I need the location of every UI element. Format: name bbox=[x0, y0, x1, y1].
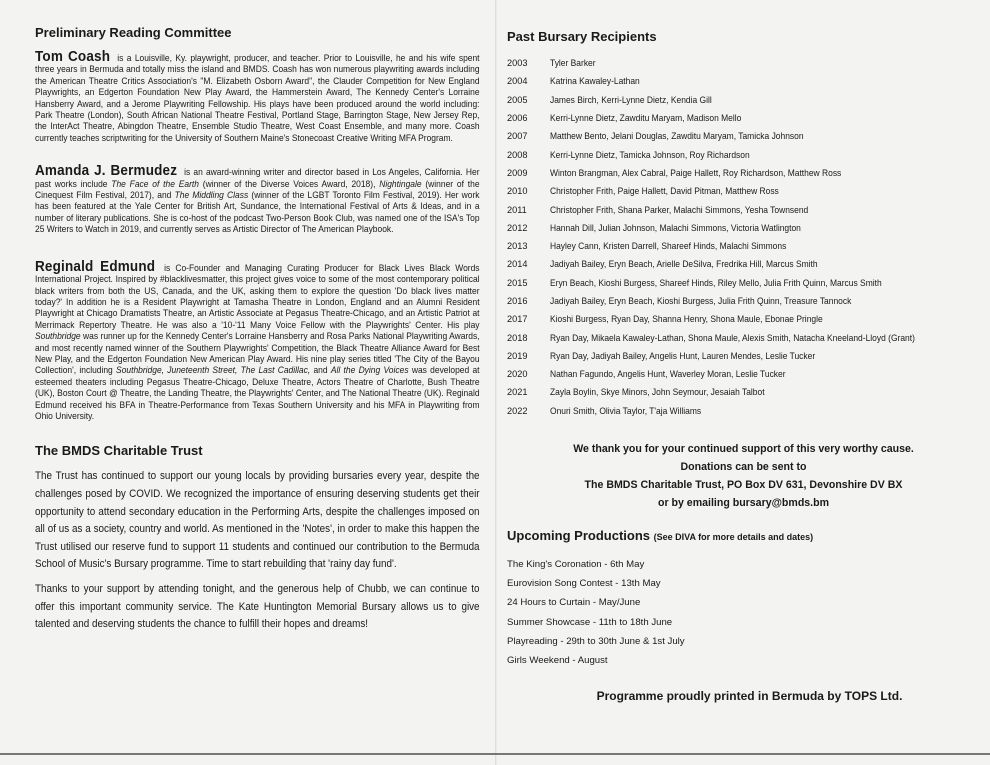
printer-credit: Programme proudly printed in Bermuda by TOPS Ltd. bbox=[596, 689, 903, 704]
recipient-names: Kioshi Burgess, Ryan Day, Shanna Henry, Shona Maule, Ebonae Pringle bbox=[550, 314, 823, 325]
production-item: 24 Hours to Curtain - May/June bbox=[507, 597, 641, 609]
recipient-year: 2005 bbox=[507, 94, 528, 105]
recipient-names: Jadiyah Bailey, Eryn Beach, Kioshi Burgess, Julia Frith Quinn, Treasure Tannock bbox=[550, 296, 852, 306]
recipient-year: 2003 bbox=[507, 58, 528, 69]
committee-heading: Preliminary Reading Committee bbox=[35, 25, 232, 40]
bio-name: Reginald Edmund bbox=[35, 258, 156, 275]
recipient-names: Christopher Frith, Paige Hallett, David Pitman, Matthew Ross bbox=[550, 186, 779, 197]
productions-heading: Upcoming Productions (See DIVA for more details and dates) bbox=[507, 527, 814, 543]
recipient-row bbox=[507, 383, 947, 401]
recipient-names: Hayley Cann, Kristen Darrell, Shareef Hinds, Malachi Simmons bbox=[550, 241, 787, 252]
thanks-line: We thank you for your continued support of this very worthy cause. bbox=[573, 442, 914, 455]
recipient-row bbox=[507, 274, 947, 292]
bio-amanda-bermudez: Amanda J. Bermudez is an award-winning writer and director based in Los Angeles, California. Her past works include The Face of the Earth (winner of the Diverse Voices Award, 2018), Nightingale (winner of the Cinequest Film Festival, 2017), and The Middling Class (winner of the LGBT Toronto Film Festival, 2019). Her work has been featured at the Yale Center for British Art, Sundance, the International Festival of Arts & Ideas, and in a number of literary publications. She is co-host of the podcast Two-Person Book Club, was named one of the ISA's Top 25 Writers to Watch in 2019, and currently serves as Artistic Director of The American Playbook. bbox=[35, 163, 480, 235]
recipient-row bbox=[507, 182, 947, 200]
recipient-year: 2019 bbox=[507, 350, 528, 361]
recipient-year: 2007 bbox=[507, 131, 528, 142]
recipient-names: Hannah Dill, Julian Johnson, Malachi Simmons, Victoria Watlington bbox=[550, 222, 801, 233]
recipient-row bbox=[507, 145, 947, 163]
recipient-year: 2020 bbox=[507, 369, 528, 380]
recipient-year: 2009 bbox=[507, 167, 528, 178]
recipient-names: Eryn Beach, Kioshi Burgess, Shareef Hinds, Riley Mello, Julia Frith Quinn, Marcus Smith bbox=[550, 277, 882, 288]
recipient-row bbox=[507, 347, 947, 365]
recipient-names: James Birch, Kerri-Lynne Dietz, Kendia Gill bbox=[550, 94, 712, 105]
production-item: Playreading - 29th to 30th June & 1st July bbox=[507, 635, 685, 647]
recipient-row bbox=[507, 219, 947, 237]
recipient-row bbox=[507, 127, 947, 145]
recipient-row bbox=[507, 328, 947, 346]
trust-paragraph-1: The Trust has continued to support our young locals by providing bursaries every year, despite the challenges posed by COVID. We recognized the importance of ensuring deserving students get their opportunity to attend secondary education in the Performing Arts, despite the challenges imposed on all of us as a society, country and world. As mentioned in the 'Notes', in order to make this happen the Trust utilised our reserve fund to support 11 students and continued our contribution to the Bermuda School of Music's Bursary programme. Time to start rebuilding that 'rainy day fund'. bbox=[35, 470, 480, 571]
recipient-row bbox=[507, 164, 947, 182]
recipient-row bbox=[507, 54, 947, 72]
trust-paragraph-2: Thanks to your support by attending tonight, and the generous help of Chubb, we can continue to offer this important community service. The Kate Huntington Memorial Bursary allows us to give talented and deserving students the chance to fulfill their hopes and dreams! bbox=[35, 582, 480, 631]
recipient-row bbox=[507, 255, 947, 273]
recipient-names: Tyler Barker bbox=[550, 58, 596, 69]
recipient-year: 2017 bbox=[507, 314, 528, 325]
productions-list bbox=[507, 555, 980, 670]
recipient-year: 2022 bbox=[507, 405, 528, 416]
recipient-year: 2013 bbox=[507, 241, 528, 252]
bio-name: Amanda J. Bermudez bbox=[35, 163, 178, 180]
recipient-year: 2012 bbox=[507, 222, 528, 233]
recipient-names: Nathan Fagundo, Angelis Hunt, Waverley Moran, Leslie Tucker bbox=[550, 369, 786, 380]
recipient-names: Kerri-Lynne Dietz, Tamicka Johnson, Roy Richardson bbox=[550, 149, 750, 160]
recipient-year: 2014 bbox=[507, 259, 528, 270]
production-item: Summer Showcase - 11th to 18th June bbox=[507, 616, 673, 628]
recipient-row bbox=[507, 200, 947, 218]
recipient-names: Ryan Day, Mikaela Kawaley-Lathan, Shona Maule, Alexis Smith, Natacha Kneeland-Lloyd (Grant) bbox=[550, 332, 915, 343]
recipient-row bbox=[507, 402, 947, 420]
recipient-names: Katrina Kawaley-Lathan bbox=[550, 76, 640, 87]
recipient-row bbox=[507, 365, 947, 383]
recipient-names: Onuri Smith, Olivia Taylor, T'aja Williams bbox=[550, 405, 702, 416]
bio-tom-coash bbox=[35, 49, 480, 144]
recipient-year: 2010 bbox=[507, 186, 528, 197]
recipient-year: 2015 bbox=[507, 277, 528, 288]
production-item: Eurovision Song Contest - 13th May bbox=[507, 578, 661, 590]
recipient-names: Kerri-Lynne Dietz, Zawditu Maryam, Madison Mello bbox=[550, 113, 742, 124]
right-page bbox=[496, 0, 990, 765]
recipient-names: Matthew Bento, Jelani Douglas, Zawditu Maryam, Tamicka Johnson bbox=[550, 131, 804, 142]
donations-line-1: Donations can be sent to bbox=[680, 460, 807, 473]
bio-reginald-edmund: Reginald Edmund is Co-Founder and Managing Curating Producer for Black Lives Black Words International Project. Inspired by #blacklivesmatter, this project gives voice to some of the most contemporary political black writers from both the US, Canada, and the UK, asking them to explore the question 'Do black lives matter today?' In addition he is a Resident Playwright at Tamasha Theatre in London, England and an Alumni Resident Playwright at Chicago Dramatists Theatre, an Artistic Associate at Pegasus Theatre-Chicago, and an Artistic Patriot at Merrimack Repertory Theatre. He was also a '10-'11 Many Voice Fellow with the Playwrights' Center. His play Southbridge was runner up for the Kennedy Center's Lorraine Hansberry and Rosa Parks National Playwriting Awards, and most recently named winner of the Southern Playwrights' Competition, the Black Theatre Alliance Award for Best New Play, and the Edgerton Foundation New American Play Award. His nine play series titled 'The City of the Bayou Collection', including Southbridge, Juneteenth Street, The Last Cadillac, and All the Dying Voices was developed at esteemed theaters including Pegasus Theatre-Chicago, Deluxe Theatre, Actors Theatre of Charlotte, Bush Theatre (UK), Boston Court @ Theatre, the Landing Theatre, the Playwrights' Center, and The National Theatre (UK). Reginald Edmund received his BFA in Theatre-Performance from Texas Southern University and his MFA in Playwriting from Ohio University. bbox=[35, 258, 480, 421]
recipient-names: Winton Brangman, Alex Cabral, Paige Hallett, Roy Richardson, Matthew Ross bbox=[550, 167, 842, 178]
recipient-year: 2018 bbox=[507, 332, 528, 343]
recipient-names: Zayla Boylin, Skye Minors, John Seymour, Jesaiah Talbot bbox=[550, 387, 765, 398]
scan-edge-line bbox=[0, 753, 990, 755]
recipient-names: Ryan Day, Jadiyah Bailey, Angelis Hunt, Lauren Mendes, Leslie Tucker bbox=[550, 350, 816, 361]
production-item: Girls Weekend - August bbox=[507, 654, 608, 666]
recipient-year: 2008 bbox=[507, 149, 528, 160]
recipient-row bbox=[507, 292, 947, 310]
donations-block bbox=[507, 440, 980, 512]
recipient-row bbox=[507, 91, 947, 109]
recipient-year: 2021 bbox=[507, 387, 528, 398]
production-item: The King's Coronation - 6th May bbox=[507, 558, 645, 570]
recipients-heading: Past Bursary Recipients bbox=[507, 29, 657, 44]
recipient-row bbox=[507, 310, 947, 328]
donations-address: The BMDS Charitable Trust, PO Box DV 631, Devonshire DV BX bbox=[584, 478, 903, 491]
bio-name: Tom Coash bbox=[35, 49, 111, 65]
recipient-row bbox=[507, 109, 947, 127]
recipients-table bbox=[507, 54, 947, 420]
recipient-row bbox=[507, 237, 947, 255]
productions-note: (See DIVA for more details and dates) bbox=[653, 531, 814, 542]
recipient-year: 2006 bbox=[507, 113, 528, 124]
recipient-names: Christopher Frith, Shana Parker, Malachi Simmons, Yesha Townsend bbox=[550, 204, 809, 215]
donations-email: or by emailing bursary@bmds.bm bbox=[657, 496, 830, 509]
recipient-row bbox=[507, 72, 947, 90]
bio-text: is a Louisville, Ky. playwright, producer, and teacher. Prior to Louisville, he and his wife spent three years in Bermuda and totally miss the island and BMDS. Coash has won numerous playwriting awards including the American Theatre Critics Association's "M. Elizabeth Osborn Award", the Clauder Competition for New England Playwrights, an Edgerton Foundation New Play Award, the Hammerstein Award, The Kennedy Center's Lorraine Hansberry Award, and a Jerome Playwriting Fellowship. His plays have been produced around the world including: Park Theatre (London), South African National Theatre Festival, Portland Stage, Barrington Stage, New Jersey Rep, the InterAct Theatre, Abingdon Theatre, Ensemble Studio Theatre, West Coast Ensemble, and many more. Coash currently teaches scriptwriting for the University of Southern Maine's Stonecoast Creative Writing MFA Program. bbox=[35, 53, 480, 143]
trust-heading: The BMDS Charitable Trust bbox=[35, 443, 203, 459]
recipient-year: 2004 bbox=[507, 76, 528, 87]
recipient-year: 2016 bbox=[507, 296, 528, 306]
recipient-year: 2011 bbox=[507, 204, 527, 215]
recipient-names: Jadiyah Bailey, Eryn Beach, Arielle DeSilva, Fredrika Hill, Marcus Smith bbox=[550, 259, 818, 270]
